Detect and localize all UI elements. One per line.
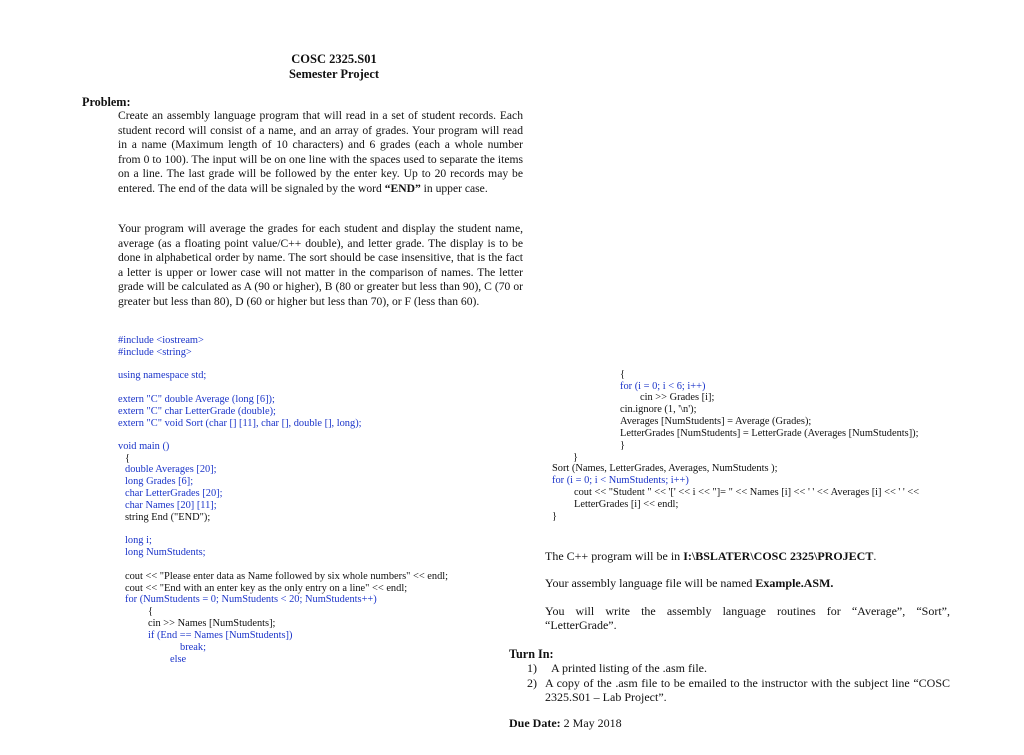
code-extern-average: extern "C" double Average (long [6]); bbox=[118, 394, 275, 405]
turn-in-item-2-number: 2) bbox=[527, 676, 537, 690]
problem-paragraph-1 bbox=[118, 109, 523, 197]
code-assign-lettergrade: LetterGrades [NumStudents] = LetterGrade (Averages [NumStudents]); bbox=[620, 428, 919, 439]
code-cout-end-hint: cout << "End with an enter key as the only entry on a line" << endl; bbox=[125, 583, 408, 594]
paragraph-1-text: Create an assembly language program that will read in a set of student records. Each student record will consist of a name, and an array of grades. Your program will read in a name (Maximum length of 10 characters) and 6 grades (each a whole number from 0 to 100). The input will be on one line with the spaces used to separate the items on a line. The last grade will be followed by the enter key. Up to 20 records may be entered. The end of the data will be signaled by the word bbox=[118, 109, 523, 195]
code-main-close-brace: } bbox=[552, 511, 557, 522]
code-decl-numstudents: long NumStudents; bbox=[125, 547, 206, 558]
code-assign-average: Averages [NumStudents] = Average (Grades); bbox=[620, 416, 812, 427]
code-else: else bbox=[170, 654, 187, 665]
code-cout-prompt: cout << "Please enter data as Name followed by six whole numbers" << endl; bbox=[125, 571, 449, 582]
due-date bbox=[509, 716, 622, 730]
code-close-brace-inner: } bbox=[620, 440, 625, 451]
code-cin-grades: cin >> Grades [i]; bbox=[640, 392, 715, 403]
code-for-students: for (NumStudents = 0; NumStudents < 20; NumStudents++) bbox=[125, 594, 377, 605]
location-path: I:\BSLATER\COSC 2325\PROJECT bbox=[683, 549, 874, 563]
code-break: break; bbox=[180, 642, 206, 653]
end-keyword: “END” bbox=[384, 181, 421, 195]
due-date-value: 2 May 2018 bbox=[560, 716, 622, 730]
code-sort-call: Sort (Names, LetterGrades, Averages, NumStudents ); bbox=[552, 463, 778, 474]
document-title: Semester Project bbox=[288, 67, 380, 81]
due-date-label: Due Date: bbox=[509, 716, 561, 730]
code-main-brace: { bbox=[125, 453, 130, 464]
code-decl-grades: long Grades [6]; bbox=[125, 476, 194, 487]
code-decl-averages: double Averages [20]; bbox=[125, 464, 217, 475]
code-decl-i: long i; bbox=[125, 535, 152, 546]
code-close-brace-for: } bbox=[573, 452, 578, 463]
file-name-line bbox=[545, 576, 833, 590]
course-title: COSC 2325.S01 bbox=[291, 52, 377, 66]
turn-in-heading: Turn In: bbox=[509, 647, 554, 661]
problem-heading: Problem: bbox=[82, 95, 131, 109]
code-if-end: if (End == Names [NumStudents]) bbox=[148, 630, 293, 641]
location-text: The C++ program will be in bbox=[545, 549, 684, 563]
code-decl-lettergrades: char LetterGrades [20]; bbox=[125, 488, 223, 499]
code-decl-end: string End ("END"); bbox=[125, 512, 211, 523]
code-cin-names: cin >> Names [NumStudents]; bbox=[148, 618, 276, 629]
turn-in-item-1-number: 1) bbox=[527, 661, 537, 675]
code-include-string: #include <string> bbox=[118, 347, 192, 358]
code-cout-lettergrades: LetterGrades [i] << endl; bbox=[574, 499, 679, 510]
code-extern-lettergrade: extern "C" char LetterGrade (double); bbox=[118, 406, 276, 417]
location-period: . bbox=[873, 549, 877, 563]
code-using-namespace: using namespace std; bbox=[118, 370, 207, 381]
code-decl-names: char Names [20] [11]; bbox=[125, 500, 217, 511]
code-for-grades: for (i = 0; i < 6; i++) bbox=[620, 381, 706, 392]
code-extern-sort: extern "C" void Sort (char [] [11], char [], double [], long); bbox=[118, 418, 362, 429]
code-cout-student: cout << "Student " << '[' << i << "]= " << Names [i] << ' ' << Averages [i] << ' ' << bbox=[574, 487, 920, 498]
turn-in-item-2: A copy of the .asm file to be emailed to the instructor with the subject line “COSC 2325.S01 – Lab Project”. bbox=[545, 676, 950, 705]
turn-in-item-1: A printed listing of the .asm file. bbox=[551, 661, 707, 675]
paragraph-1-tail: in upper case. bbox=[420, 181, 488, 195]
file-name: Example.ASM. bbox=[755, 576, 834, 590]
program-location bbox=[545, 549, 876, 563]
file-name-text: Your assembly language file will be named bbox=[545, 576, 756, 590]
code-else-brace: { bbox=[620, 369, 625, 380]
code-include-iostream: #include <iostream> bbox=[118, 335, 204, 346]
code-for-brace: { bbox=[148, 606, 153, 617]
problem-paragraph-2: Your program will average the grades for each student and display the student name, average (as a floating point value/C++ double), and letter grade. The display is to be done in alphabetical order by name. The sort should be case insensitive, that is the fact a letter is upper or lower case will not matter in the comparison of names. The letter grade will be calculated as A (90 or higher), B (80 or greater but less than 90), C (70 or greater but less than 80), D (60 or higher but less than 70), or F (less than 60). bbox=[118, 222, 523, 308]
code-main: void main () bbox=[118, 441, 170, 452]
code-cin-ignore: cin.ignore (1, '\n'); bbox=[620, 404, 697, 415]
routines-text: You will write the assembly language routines for “Average”, “Sort”, “LetterGrade”. bbox=[545, 604, 950, 633]
code-for-output: for (i = 0; i < NumStudents; i++) bbox=[552, 475, 689, 486]
